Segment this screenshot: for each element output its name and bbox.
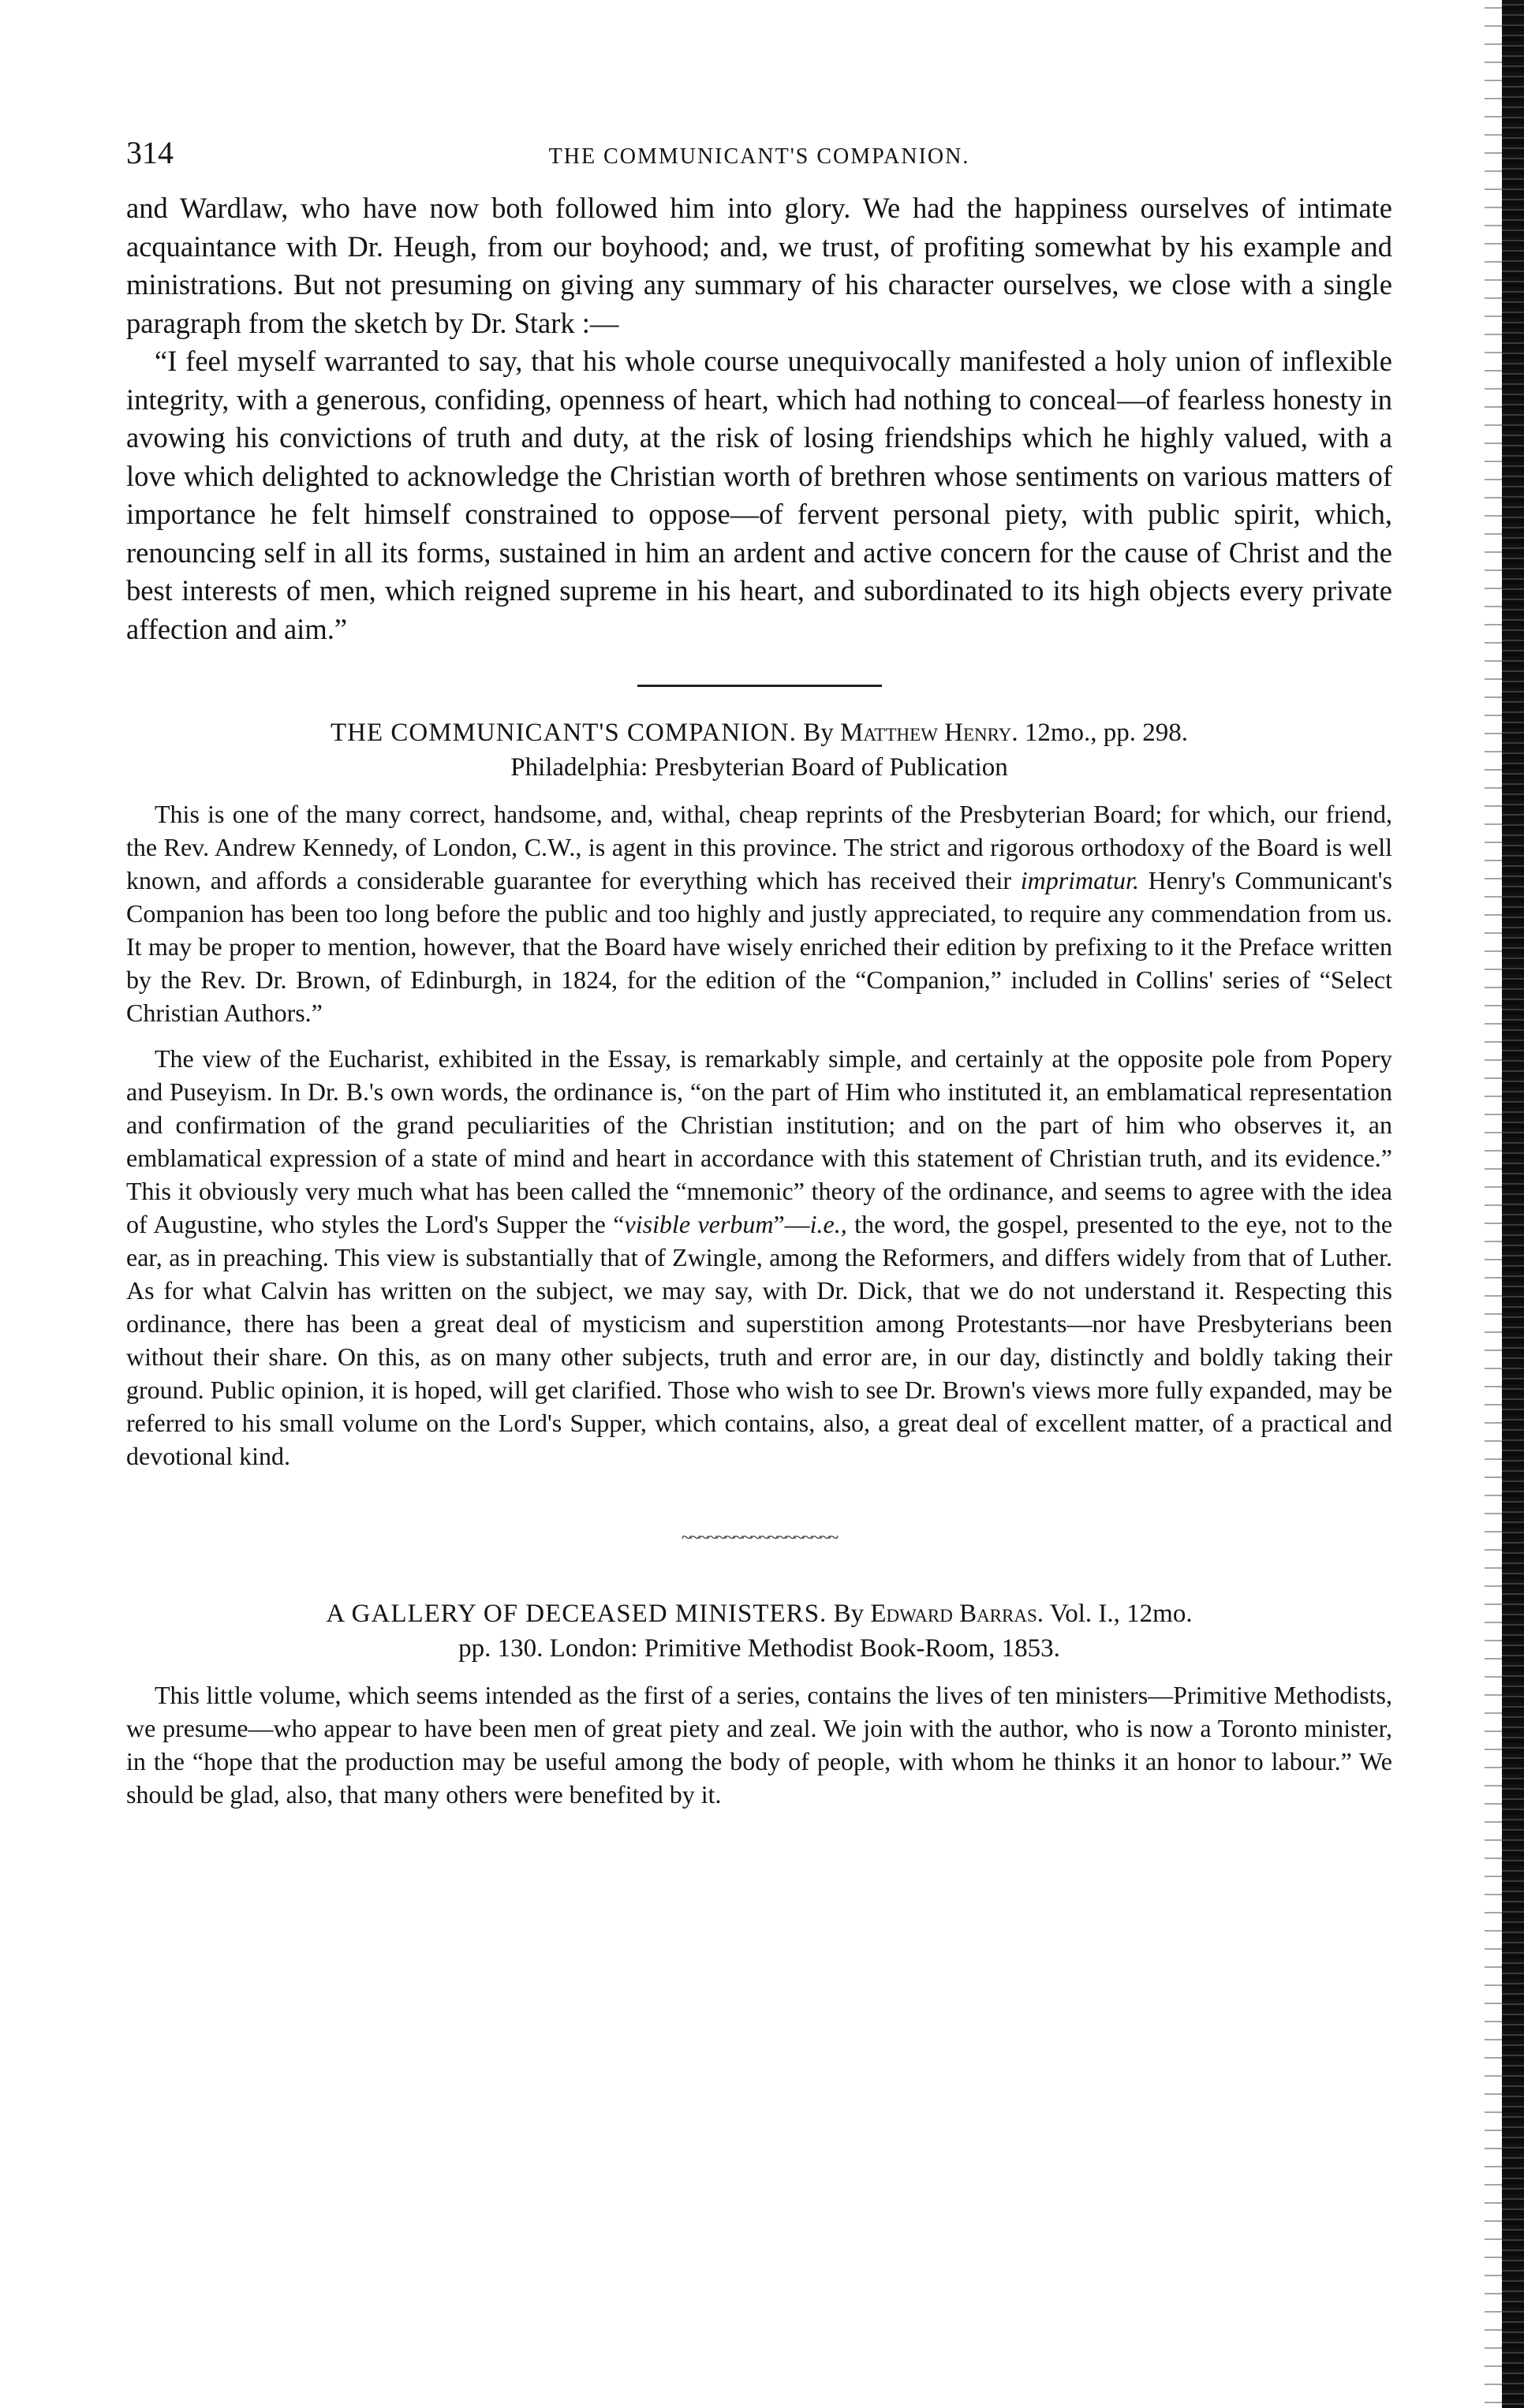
- book-format: 12mo., pp. 298.: [1024, 719, 1188, 747]
- page-number: 314: [126, 135, 174, 170]
- book-title: A GALLERY OF DECEASED MINISTERS.: [326, 1600, 827, 1628]
- book-title: THE COMMUNICANT'S COMPANION.: [330, 719, 797, 747]
- publisher-line: pp. 130. London: Primitive Methodist Book-Room, 1853.: [458, 1634, 1060, 1663]
- book-author: Matthew Henry.: [840, 719, 1018, 747]
- review-italic-text: visible verbum: [624, 1210, 774, 1238]
- review-italic-text: imprimatur.: [1020, 866, 1139, 894]
- review-paragraph: This little volume, which seems intended as the first of a series, contains the lives of ten ministers—Primitive Methodists, we presume—who appear to have been men of great piety and zeal. We join with the author, who is now a Toronto minister, in the “hope that the production may be useful among the body of people, with whom he thinks it an honor to labour.” We should be glad, also, that many others were benefited by it.: [126, 1681, 1392, 1809]
- review-paragraph: [126, 1042, 1392, 1473]
- by-word: By: [833, 1600, 865, 1628]
- book-author: Edward Barras.: [870, 1600, 1044, 1628]
- section-divider: [637, 685, 882, 687]
- page-binding-edge: [1502, 0, 1524, 2408]
- book-format: Vol. I., 12mo.: [1049, 1600, 1193, 1628]
- running-head: THE COMMUNICANT'S COMPANION.: [548, 144, 970, 169]
- by-word: By: [803, 719, 834, 747]
- review-text: The view of the Eucharist, exhibited in the Essay, is remarkably simple, and certainly at the opposite pole from Popery and Puseyism. In Dr. B.'s own words, the ordinance is, “on the part of Him who instituted it, an emblamatical representation and confirmation of the grand peculiarities of the Christian institution; and on the part of him who observes it, an emblamatical expression of a state of mind and heart in accordance with this statement of Christian truth, and its evidence.” This it obviously very much what has been called the “mnemonic” theory of the ordinance, and seems to agree with the idea of Augustine, who styles the Lord's Supper the “: [126, 1044, 1392, 1238]
- continuation-paragraph: and Wardlaw, who have now both followed him into glory. We had the happiness ourselves of intimate acquaintance with Dr. Heugh, from our boyhood; and, we trust, of profiting somewhat by his example and ministrations. But not presuming on giving any summary of his character ourselves, we close with a single paragraph from the sketch by Dr. Stark :—: [126, 192, 1392, 339]
- review-text: the word, the gospel, presented to the eye, not to the ear, as in preaching. This view is substantially that of Zwingle, among the Reformers, and differs widely from that of Luther. As for what Calvin has written on the subject, we may say, with Dr. Dick, that we do not understand it. Respecting this ordinance, there has been a great deal of mysticism and superstition among Protestants—nor have Presbyterians been without their share. On this, as on many other subjects, truth and error are, in our day, distinctly and boldly taking their ground. Public opinion, it is hoped, will get clarified. Those who wish to see Dr. Brown's views more fully expanded, may be referred to his small volume on the Lord's Supper, which contains, also, a great deal of excellent matter, of a practical and devotional kind.: [126, 1210, 1393, 1470]
- ornamental-divider: ~~~~~~~~~~~~~~~~~~: [681, 1528, 838, 1548]
- page-edge-shadow: [1485, 0, 1502, 2408]
- review-paragraph: [126, 797, 1392, 1029]
- quotation-paragraph: “I feel myself warranted to say, that his whole course unequivocally manifested a holy union of inflexible integrity, with a generous, confiding, openness of heart, which had nothing to conceal—of fearless honesty in avowing his convictions of truth and duty, at the risk of losing friendships which he highly valued, with a love which delighted to acknowledge the Christian worth of brethren whose sentiments on various matters of importance he felt himself constrained to oppose—of fervent personal piety, with public spirit, which, renouncing self in all its forms, sustained in him an ardent and active concern for the cause of Christ and the best interests of men, which reigned supreme in his heart, and subordinated to its high objects every private affection and aim.”: [126, 345, 1392, 645]
- review-heading-gallery-of-deceased-ministers: [126, 1596, 1392, 1666]
- page: [126, 134, 1392, 1811]
- review-text: ”—: [773, 1210, 810, 1238]
- page-header: [126, 134, 1392, 189]
- review-heading-communicants-companion: [126, 715, 1392, 785]
- review-italic-text: i.e.,: [809, 1210, 847, 1238]
- review-text: This is one of the many correct, handsome, and, withal, cheap reprints of the Presbyterian Board; for which, our friend, the Rev. Andrew Kennedy, of London, C.W., is agent in this province. The strict and rigorous orthodoxy of the Board is well known, and affords a considerable guarantee for everything which has received their: [126, 800, 1392, 894]
- review-text: Henry's Communicant's Companion has been too long before the public and too highly and justly appreciated, to require any commendation from us. It may be proper to mention, however, that the Board have wisely enriched their edition by prefixing to it the Preface written by the Rev. Dr. Brown, of Edinburgh, in 1824, for the edition of the “Companion,” included in Collins' series of “Select Christian Authors.”: [126, 866, 1393, 1027]
- publisher-line: Philadelphia: Presbyterian Board of Publication: [510, 753, 1008, 782]
